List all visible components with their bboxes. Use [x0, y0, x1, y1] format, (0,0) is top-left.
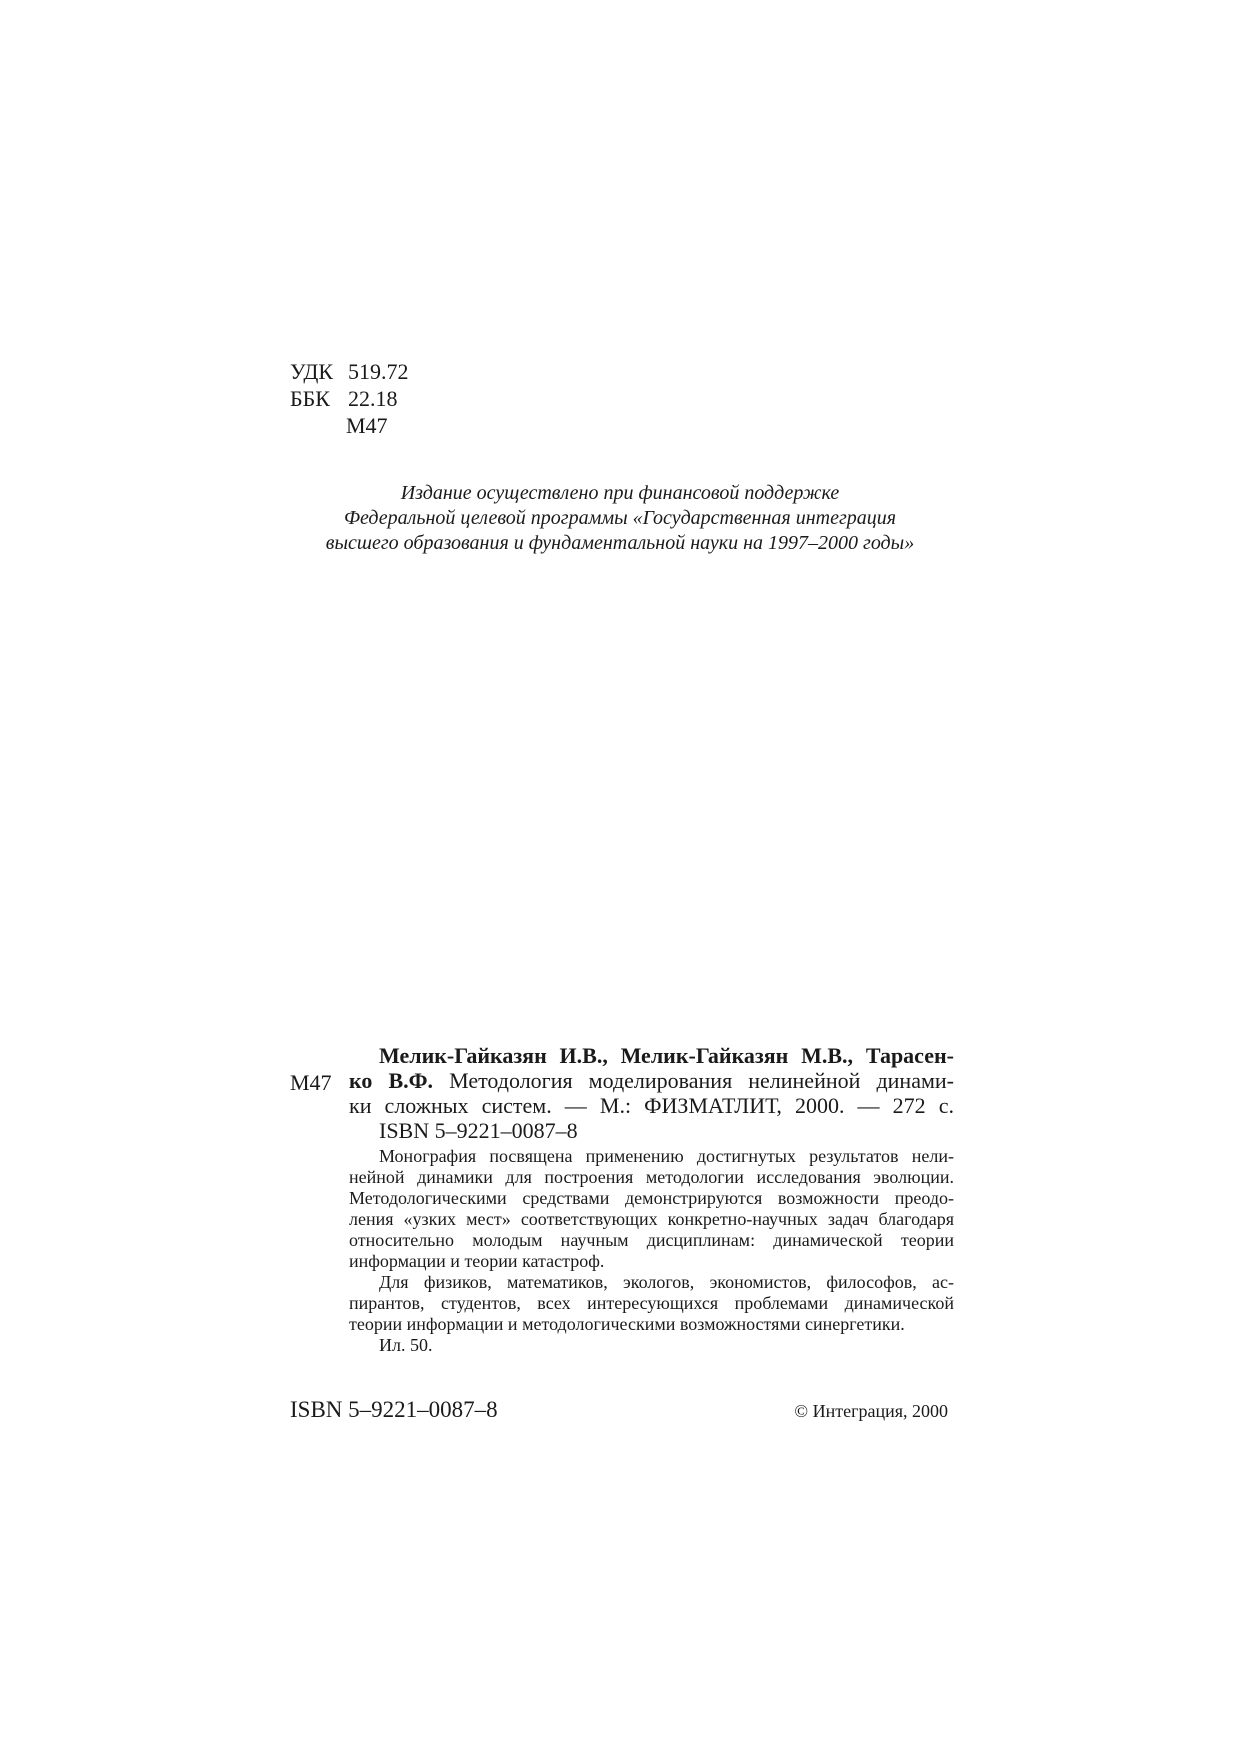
footer-isbn: ISBN 5–9221–0087–8	[290, 1397, 498, 1422]
author-mark-row	[290, 412, 409, 439]
audience-line: пирантов, студентов, всех интересующихся проблемами динамической	[349, 1293, 954, 1313]
bib-author-tail: ко В.Ф.	[349, 1068, 434, 1093]
footer-copyright: © Интеграция, 2000	[794, 1401, 948, 1421]
udk-label: УДК	[290, 359, 334, 384]
bib-title-line	[349, 1068, 954, 1093]
audience-line: теории информации и методологическими возможностями синергетики.	[349, 1314, 905, 1334]
bib-isbn-line: ISBN 5–9221–0087–8	[379, 1118, 578, 1143]
bib-title-start: Методология моделирования нелинейной динами-	[433, 1068, 954, 1093]
annotation	[349, 1146, 954, 1356]
illustrations-count: Ил. 50.	[379, 1335, 433, 1355]
funding-line: Федеральной целевой программы «Государственная интеграция	[343, 507, 897, 529]
bbk-label: ББК	[290, 386, 330, 411]
annotation-line: Монография посвящена применению достигнутых результатов нели-	[379, 1146, 954, 1166]
bibliographic-entry	[349, 1043, 954, 1143]
bib-authors-line: Мелик-Гайказян И.В., Мелик-Гайказян М.В., Тарасен-	[379, 1043, 954, 1068]
annotation-line: нейной динамики для построения методологии исследования эволюции.	[349, 1167, 954, 1187]
bib-author-mark: М47	[290, 1070, 332, 1095]
audience-line: Для физиков, математиков, экологов, экономистов, философов, ас-	[379, 1272, 954, 1292]
author-mark: М47	[346, 413, 388, 438]
bbk-value: 22.18	[348, 386, 398, 411]
annotation-line: Методологическими средствами демонстрируются возможности преодо-	[349, 1188, 954, 1208]
annotation-line: ления «узких мест» соответствующих конкретно-научных задач благодаря	[349, 1209, 954, 1229]
annotation-line: относительно молодым научным дисциплинам: динамической теории	[349, 1230, 954, 1250]
udk-row	[290, 358, 409, 385]
funding-line: высшего образования и фундаментальной науки на 1997–2000 годы»	[325, 532, 915, 554]
annotation-line: информации и теории катастроф.	[349, 1251, 605, 1271]
funding-note	[290, 481, 950, 556]
bbk-row	[290, 385, 409, 412]
udk-value: 519.72	[348, 359, 409, 384]
bib-publication-line: ки сложных систем. — М.: ФИЗМАТЛИТ, 2000. — 272 с.	[349, 1093, 954, 1118]
funding-line: Издание осуществлено при финансовой поддержке	[400, 482, 840, 504]
classification-codes	[290, 358, 409, 439]
